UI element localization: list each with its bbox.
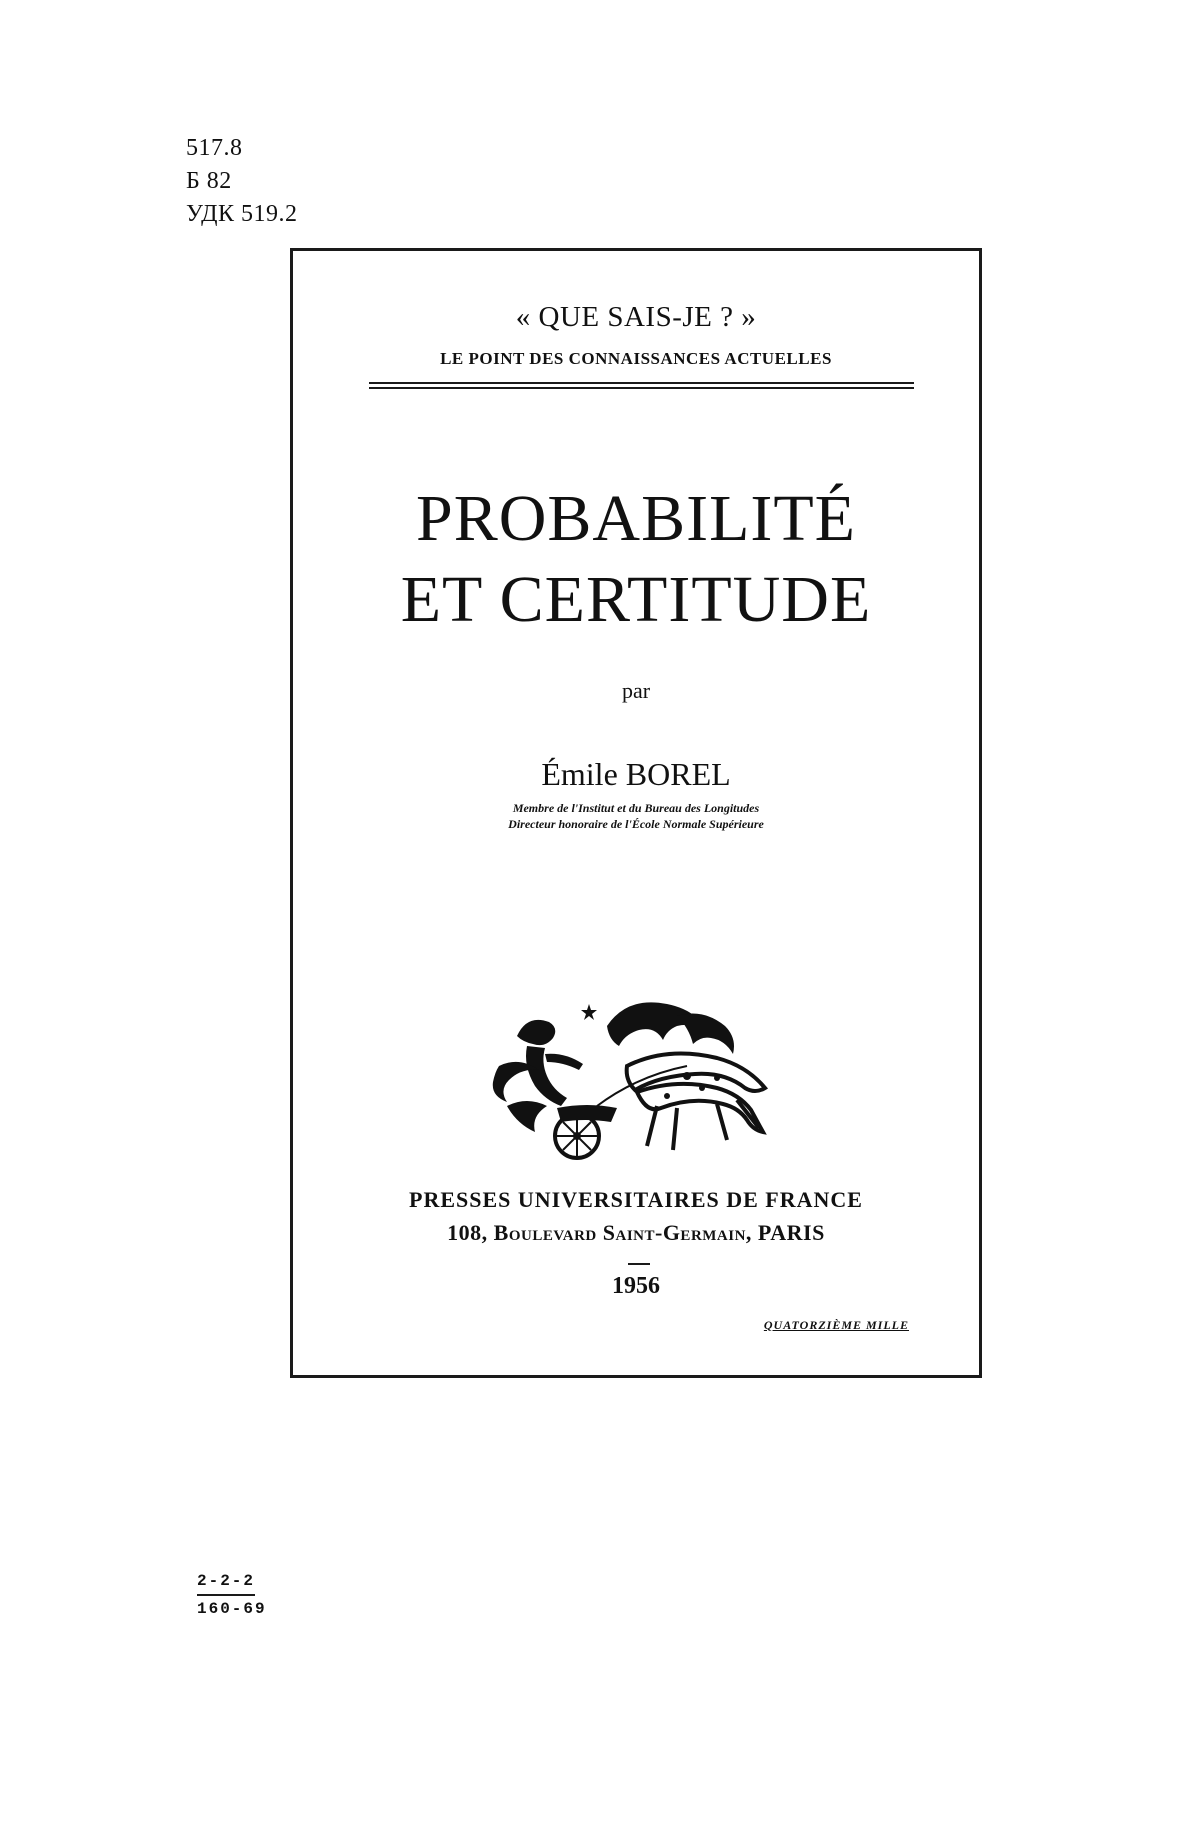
catalog-line-1: 517.8 bbox=[186, 135, 243, 161]
short-rule bbox=[628, 1263, 650, 1265]
publisher-name: PRESSES UNIVERSITAIRES DE FRANCE bbox=[409, 1187, 863, 1212]
by-label: par bbox=[621, 678, 651, 703]
print-code bbox=[197, 1572, 267, 1618]
double-rule-divider bbox=[369, 382, 914, 389]
author-affiliation-2: Directeur honoraire de l'École Normale Supérieure bbox=[508, 817, 764, 831]
print-code-top: 2-2-2 bbox=[197, 1572, 255, 1596]
author-name: Émile BOREL bbox=[541, 756, 731, 792]
publisher-address: 108, Boulevard Saint-Germain, PARIS bbox=[447, 1220, 825, 1245]
printing-note: QUATORZIÈME MILLE bbox=[763, 1318, 909, 1332]
publication-year: 1956 bbox=[612, 1273, 660, 1299]
title-page-frame bbox=[290, 248, 982, 1378]
chariot-horses-emblem-icon bbox=[487, 996, 787, 1166]
book-title-line-2: ET CERTITUDE bbox=[400, 563, 872, 636]
catalog-line-3: УДК 519.2 bbox=[186, 201, 298, 227]
print-code-bottom: 160-69 bbox=[197, 1600, 267, 1618]
catalog-numbers bbox=[186, 132, 297, 231]
catalog-line-2: Б 82 bbox=[186, 168, 232, 194]
book-title-line-1: PROBABILITÉ bbox=[416, 482, 856, 555]
series-subtitle: LE POINT DES CONNAISSANCES ACTUELLES bbox=[440, 349, 832, 368]
series-title: « QUE SAIS-JE ? » bbox=[515, 301, 757, 333]
author-affiliation-1: Membre de l'Institut et du Bureau des Longitudes bbox=[512, 801, 760, 815]
